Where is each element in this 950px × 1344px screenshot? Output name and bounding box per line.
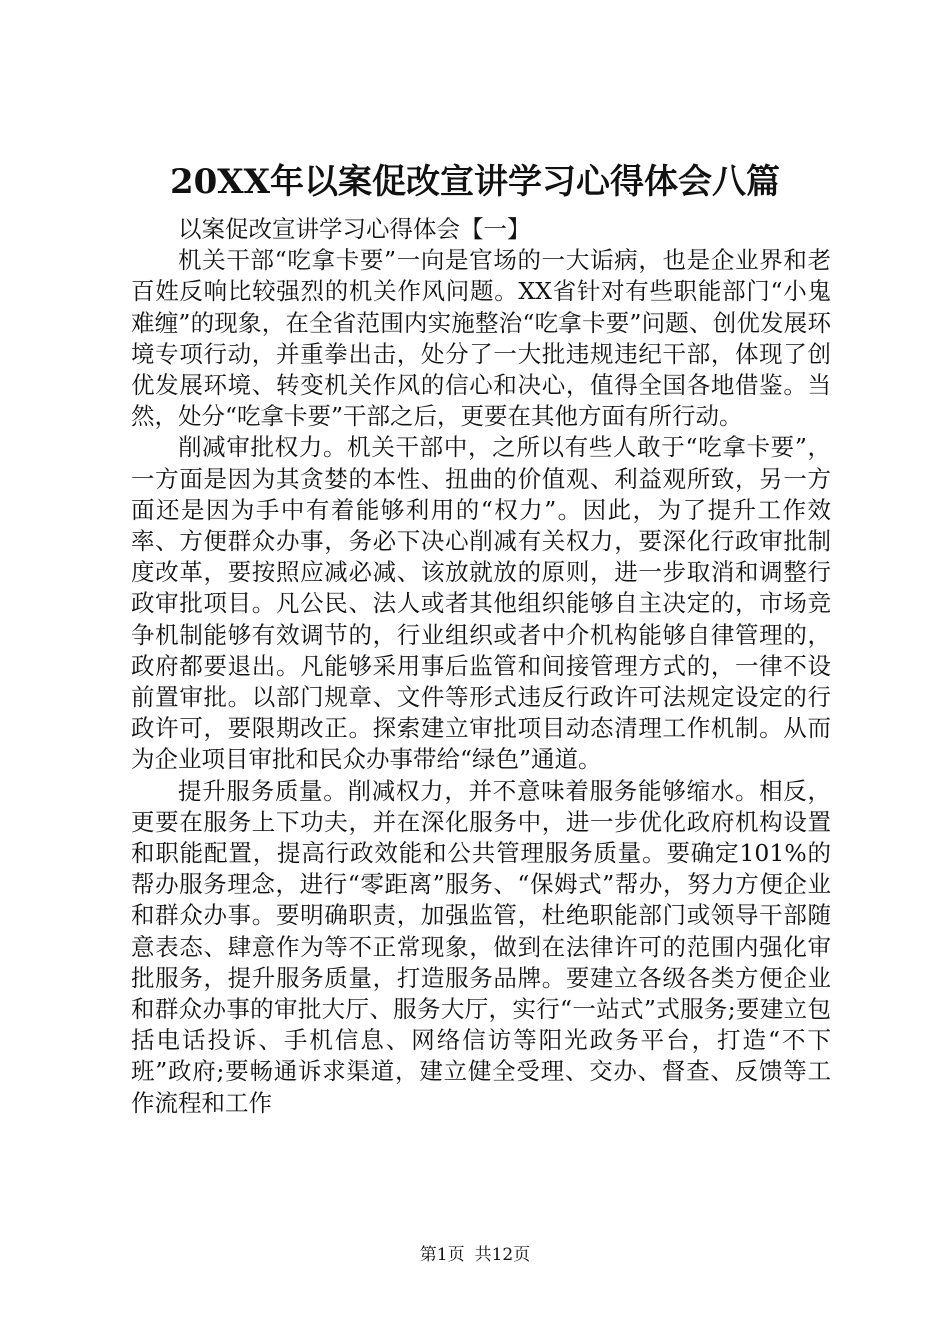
body-paragraph: 提升服务质量。削减权力，并不意味着服务能够缩水。相反，更要在服务上下功夫，并在深化服务中，进一步优化政府机构设置和职能配置，提高行政效能和公共管理服务质量。要确定101%的帮办服务理念，进行“零距离”服务、“保姆式”帮办，努力方便企业和群众办事。要明确职责，加强监管，杜绝职能部门或领导干部随意表态、肆意作为等不正常现象，做到在法律许可的范围内强化审批服务，提升服务质量，打造服务品牌。要建立各级各类方便企业和群众办事的审批大厅、服务大厅，实行“一站式”式服务;要建立包括电话投诉、手机信息、网络信访等阳光政务平台，打造“不下班”政府;要畅通诉求渠道，建立健全受理、交办、督查、反馈等工作流程和工作	[131, 776, 831, 1117]
document-body	[131, 214, 831, 1119]
document-title: 20XX年以案促改宣讲学习心得体会八篇	[169, 162, 781, 202]
body-paragraph: 削减审批权力。机关干部中，之所以有些人敢于“吃拿卡要”，一方面是因为其贪婪的本性、扭曲的价值观、利益观所致，另一方面还是因为手中有着能够利用的“权力”。因此，为了提升工作效率、方便群众办事，务必下决心削减有关权力，要深化行政审批制度改革，要按照应减必减、该放就放的原则，进一步取消和调整行政审批项目。凡公民、法人或者其他组织能够自主决定的，市场竞争机制能够有效调节的，行业组织或者中介机构能够自律管理的，政府都要退出。凡能够采用事后监管和间接管理方式的，一律不设前置审批。以部门规章、文件等形式违反行政许可法规定设定的行政许可，要限期改正。探索建立审批项目动态清理工作机制。从而为企业项目审批和民众办事带给“绿色”通道。	[131, 433, 831, 774]
page-footer	[0, 1243, 950, 1267]
page-total: 共12页	[474, 1245, 531, 1265]
page-number: 第1页	[419, 1245, 465, 1265]
section-heading: 以案促改宣讲学习心得体会【一】	[178, 215, 531, 243]
body-paragraph: 机关干部“吃拿卡要”一向是官场的一大诟病，也是企业界和老百姓反响比较强烈的机关作风问题。XX省针对有些职能部门“小鬼难缠”的现象，在全省范围内实施整治“吃拿卡要”问题、创优发展环境专项行动，并重拳出击，处分了一大批违规违纪干部，体现了创优发展环境、转变机关作风的信心和决心，值得全国各地借鉴。当然，处分“吃拿卡要”干部之后，更要在其他方面有所行动。	[131, 246, 831, 431]
